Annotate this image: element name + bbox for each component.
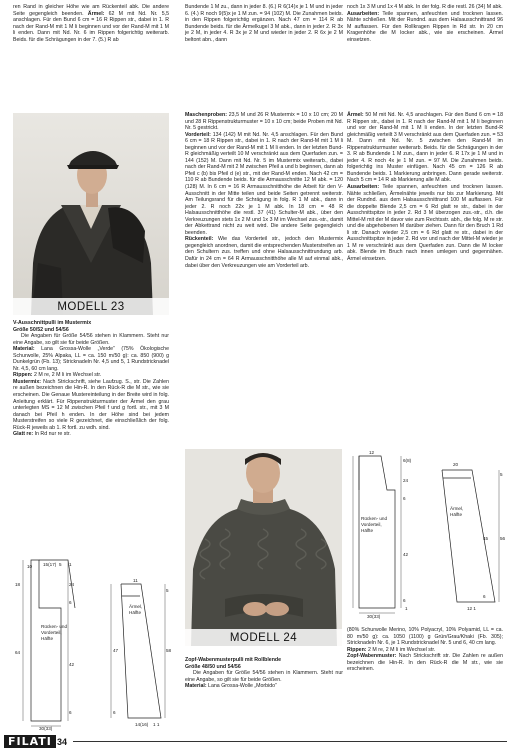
- dim23-top-2: 15(17): [43, 562, 57, 567]
- photo-modell-24: [185, 449, 342, 646]
- dim24-top-5: 6: [403, 496, 406, 501]
- label23-front-1: Rücken- und: [41, 624, 68, 629]
- label24-front-1: Rücken- und: [361, 516, 388, 521]
- filati-logo: FILATI: [4, 735, 56, 748]
- dim23-left-total: 64: [15, 650, 21, 655]
- dim23-sleeve-total: 58: [166, 648, 172, 653]
- col1-top-text: ren Rand in gleicher Höhe wie am Rückenteil abk. Die andere Seite gegengleich beenden. Ärmel: 62 M mit Nd. Nr. 5,5 anschlagen. Für den Bund 6 cm = 16 R Rippen str., dabei in 1. R nach der Rand-M mit 1 M li beginnen und vor der Rand-M mit 1 M li enden. Dann mit Nd. Nr. 6 im Rippen folgerichtig weiterarb. Beids. für die Schrägungen in der 7. (5.) R ab: [13, 4, 169, 43]
- dim23-left-3: 6: [69, 600, 72, 605]
- size-modell-24: Größe 48/50 und 54/56: [185, 663, 241, 670]
- dim23-sleeve-r1: 5: [166, 588, 169, 593]
- dim23-left-4: 42: [69, 662, 75, 667]
- label23-front-2: Vorderteil,: [41, 630, 62, 635]
- schematic-modell-24: [347, 450, 507, 620]
- col2-modell-24-text: Zopf-Wabenmusterpulli mit Rollblende Größe 48/50 und 54/56 Die Angaben für Größe 54/56 stehen in Klammern. Steht nur eine Angabe, so gilt sie für beide Größen. Material: Lana Grossa-Wolle „Morbido“: [185, 657, 343, 690]
- col2-top-text: Bundende 1 M zu., dann in jeder 8. (6.) R 6(14)x je 1 M und in jeder 6. (4.) R noch 9(5)x je 1 M zun. = 94 (102) M. Die Zunahmen beids. in den Rippen folgerichtig ergänzen. Nach 47 cm = 114 R ab Bundende beids. für die Ärmelkugel 3 M abk., dann in jeder 2. R 3x je 2 M, in jeder 4. R 3x je 2 M und wieder in jeder 2. R 6x je 2 M beltont abn., dann: [185, 4, 343, 43]
- col3-modell-24-text: (80% Schurwolle Merino, 10% Polyacryl, 10% Polyamid, LL = ca. 80 m/50 g): ca. 1050 (1100) g Grün/Grau/Khaki (Fb. 305); Stricknadeln Nr. 6, je 1 Rundstricknadel Nr. 5 und 6, 40 cm lang. Rippen: 2 M re, 2 M li im Wechsel str. Zopf-Wabenmuster: Nach Strickschrift str. Die Zahlen re außen bezeichnen die Hin-R. In den Rück-R die M str., wie sie erscheinen.: [347, 627, 503, 673]
- dim23-sleeve-bottom: 14(16): [135, 722, 149, 727]
- label24-front-2: Vorderteil,: [361, 522, 382, 527]
- dim23-top-3: 5: [59, 562, 62, 567]
- label24-sleeve-1: Ärmel,: [450, 506, 464, 511]
- caption-modell-24: MODELL 24: [185, 629, 342, 646]
- dim23-sleeve-top: 11: [133, 578, 138, 583]
- page-number: 34: [57, 737, 68, 747]
- dim23-left-1: 18: [15, 582, 21, 587]
- dim23-sleeve-inner: 1 1: [153, 722, 160, 727]
- caption-modell-23: MODELL 23: [13, 298, 169, 315]
- dim24-sleeve-r2: 45: [483, 536, 489, 541]
- dim23-top-4: 1: [69, 562, 72, 567]
- dim24-top-6: 42: [403, 552, 409, 557]
- schematic-modell-23: [13, 556, 173, 731]
- dim24-top-8: 1: [405, 606, 408, 611]
- label23-sleeve-1: Ärmel,: [129, 604, 143, 609]
- dim24-top-1: 12: [369, 450, 375, 455]
- dim23-bottom: 30(33): [39, 726, 53, 731]
- dim24-top-3: 6(8): [403, 458, 412, 463]
- dim24-sleeve-total: 56: [500, 536, 506, 541]
- col1-modell-23-text: V-Ausschnittpulli im Mustermix Größe 50/52 und 54/56 Die Angaben für Größe 54/56 stehen in Klammern. Steht nur eine Angabe, so gilt sie für beide Größen. Material: Lana Grossa-Wolle „Verde“ (75% Ökologische Schurwolle, 25% Alpaka, LL = ca. 150 m/50 g): ca. 850 (900) g Dunkelgrün (Fb. 13); Stricknadeln Nr. 4,5 und 5, 1 Rundstricknadel Nr. 4,5, 60 cm lang. Rippen: 2 M re, 2 M li im Wechsel str. Mustermix: Nach Strickschrift, siehe Laufzug. S., str. Die Zahlen re außen bezeichnen die Hin-R. In den Rück-R die M str., wie sie erscheinen. Die Genaue Mustereinteilung in der Breite wird in folg. Anleitung erklärt. Für Rippenstrukturmuster der Ärmel den grau unterlegten MS = 12 M zwischen Pfeil f und g fortl. str., mit 3 M danach bei Pfeil h enden. In der Höhe sind bei jedem Musterstreifen so viele R gezeichnet, die einschließlich der folg. Rück-R jeweils ab 1. R fortl. zu wdh. sind. Glatt re: In Rd nur re str.: [13, 320, 169, 438]
- col3-top-text: noch 1x 3 M und 1x 4 M abk. In der folg. R die restl. 26 (34) M abk. Ausarbeiten: Teile spannen, anfeuchten und trocknen lassen. Nähte schließen. Mit der Rundnd. aus dem Halsausschnittrand 96 M auffassen. Für den Rollkragen Rippen in Rd str. In 20 cm Kragenhöhe die M locker abk., wie sie erscheinen. Ärmel einsetzen.: [347, 4, 503, 43]
- dim24-bottom: 30(33): [367, 614, 381, 619]
- photo-modell-23-image: [13, 113, 169, 315]
- title-modell-24: Zopf-Wabenmusterpulli mit Rollblende: [185, 657, 282, 663]
- label23-front-3: Hälfte: [41, 636, 54, 641]
- dim23-sleeve-r3: 6: [113, 710, 116, 715]
- photo-modell-23: [13, 113, 169, 315]
- dim23-left-5: 6: [69, 710, 72, 715]
- label24-front-3: Hälfte: [361, 528, 374, 533]
- size-modell-23: Größe 50/52 und 54/56: [13, 326, 69, 333]
- dim24-top-4: 24: [403, 478, 409, 483]
- dim23-sleeve-r2: 47: [113, 648, 119, 653]
- title-modell-23: V-Ausschnittpulli im Mustermix: [13, 320, 92, 326]
- dim24-sleeve-top: 20: [453, 462, 459, 467]
- col2-main-text: Maschenproben: 23,5 M und 26 R Mustermix = 10 x 10 cm; 20 M und 28 R Rippenstrukturmuster = 10 x 10 cm; beide Proben mit Nd. Nr. 5 gestrickt. Vorderteil: 134 (142) M mit Nd. Nr. 4,5 anschlagen. Für den Bund 6 cm = 18 R Rippen str., dabei in 1. R nach der Rand-M mit 1 M li beginnen und vor der Rand-M mit 1 M li enden. In der letzten Bund-R gleichmäßig verteilt 10 M verschränkt aus dem Querfaden zun. = 144 (152) M. Dann mit Nd. Nr. 5 im Mustermix weiterarb., dabei nach der Rand-M mit 2 M zwischen Pfeil a und b beginnen, dann ab Pfeil c (b) bis Pfeil d (e) str., mit der Rand-M enden. Nach 42 cm = 110 R ab Bundende beids. für die Armausschnitte 12 M abk. = 120 (128) M. In 6 cm = 16 R Armausschnitthöhe die Arbeit für den V-Ausschnitt in der Mitte teilen und beide Seiten getrennt weiterstr. Am Teilungsrand für die Schrägung in folg. R 1 M abk., dann in jeder 2. R noch 22x je 1 M abk. In 18 cm = 48 R Halsausschnitthöhe die restl. 37 (41) Schulter-M abk., über den Verkreuzungen stets 1x 2 M und 1x 3 M im Wechsel zus.-str., damit der Abkettrand nicht zu weit wird. Die andere Seite gegengleich beenden. Rückenteil: Wie das Vorderteil str., jedoch den Mustermix gegengleich anordnen, damit die entsprechenden Musterstreifen an den Schultern zus. treffen und ohne Halsausschnittrundung arb. Dafür in 24 cm = 64 R Armausschnitthöhe alle M auf einmal abk., dabei über den Verkreuzungen wie am Vorderteil arb.: [185, 112, 343, 269]
- dim24-sleeve-r3: 6: [483, 594, 486, 599]
- dim24-sleeve-bottom: 12 1: [467, 606, 476, 611]
- page-footer: [0, 734, 513, 750]
- label24-sleeve-2: Hälfte: [450, 512, 463, 517]
- footer-rule: [73, 741, 507, 742]
- dim23-top-1: 10: [27, 564, 33, 569]
- label23-sleeve-2: Hälfte: [129, 610, 142, 615]
- dim24-sleeve-r1: 5: [500, 472, 503, 477]
- dim23-left-2: 24: [69, 582, 75, 587]
- photo-modell-24-image: [185, 449, 342, 646]
- col3-main-text: Ärmel: 50 M mit Nd. Nr. 4,5 anschlagen. Für den Bund 6 cm = 18 R Rippen str., dabei in 1. R nach der Rand-M mit 1 M li beginnen und vor der Rand-M mit 1 M li enden. In der letzten Bund-R gleichmäßig verteilt 3 M verschränkt aus dem Querfaden zun. = 53 M. Dann mit Nd. Nr. 5 zwischen den Rand-M im Rippenstrukturmuster weiterarb. Beids. für die Schrägungen in der 3. R ab Bundende 1 M zun., dann in jeder 6. R 17x je 1 M und in jeder 4. R noch 4x je 1 M zun. = 97 M. Die Zunahmen beids. folgerichtig ins Muster einfügen. Nach 45 cm = 126 R ab Bundende beids. 1 Markierung anbringen. Dann gerade weiterstr. Nach 5 cm = 14 R ab Markierung alle M abk. Ausarbeiten: Teile spannen, anfeuchten und trocknen lassen. Nähte schließen, Ärmelnähte jeweils nur bis zur Markierung. Mit der Rundnd. aus dem Halsausschnittrand 100 M auffassen. Für die doppelte Blende 2,5 cm = 6 Rd glatt re str., dabei in der Ausschnittspitze in jeder 2. Rd 3 M überzogen zus.-str., d.h. die Mittel-M mit der M davor wie zum Rechtsstr. abh., die folg. M re str. und die abgehobenen M darüber ziehen. Dann für den Bruch 1 Rd li str. Danach wieder 2,5 cm = 6 Rd glatt re str., dabei in der Ausschnittspitze in jeder 2. Rd vor und nach der Mittel-M wieder je 1 M re verschränkt aus dem Querfaden zun. Dann die M locker abk. Blende im Bruch nach innen umlegen und gegennähen. Ärmel einsetzen.: [347, 112, 503, 263]
- dim24-top-7: 6: [403, 598, 406, 603]
